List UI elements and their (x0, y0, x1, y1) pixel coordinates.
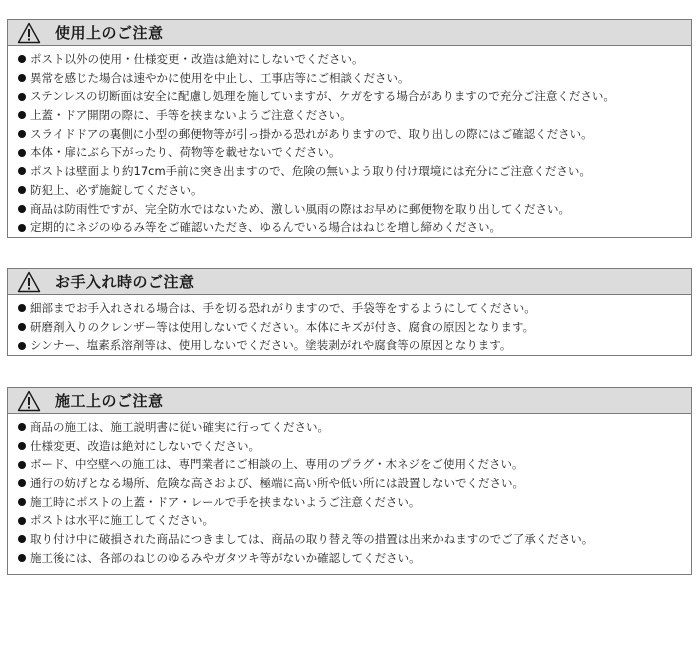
bullet-icon (18, 74, 26, 82)
item-text: ポスト以外の使用・仕様変更・改造は絶対にしないでください。 (30, 52, 364, 66)
warning-triangle-icon (17, 271, 41, 293)
list-item (18, 437, 691, 456)
maintenance-precautions-box (7, 268, 692, 356)
usage-precautions-header (8, 20, 691, 46)
list-item (18, 162, 691, 181)
item-text: 商品の施工は、施工説明書に従い確実に行ってください。 (30, 420, 329, 434)
list-item (18, 299, 691, 318)
bullet-icon (18, 517, 26, 525)
bullet-icon (18, 205, 26, 213)
bullet-icon (18, 111, 26, 119)
list-item (18, 69, 691, 88)
list-item (18, 530, 691, 549)
list-item (18, 143, 691, 162)
list-item (18, 200, 691, 219)
list-item (18, 455, 691, 474)
usage-precautions-box (7, 19, 692, 238)
list-item (18, 50, 691, 69)
installation-precautions-header (8, 388, 691, 414)
bullet-icon (18, 498, 26, 506)
bullet-icon (18, 535, 26, 543)
list-item (18, 106, 691, 125)
installation-precautions-box (7, 387, 692, 575)
bullet-icon (18, 186, 26, 194)
item-text: シンナー、塩素系溶剤等は、使用しないでください。塗装剥がれや腐食等の原因となります。 (30, 338, 512, 353)
bullet-icon (18, 323, 26, 331)
list-item (18, 181, 691, 200)
section-title: お手入れ時のご注意 (55, 273, 195, 291)
list-item (18, 493, 691, 512)
maintenance-precautions-header (8, 269, 691, 295)
section-title: 施工上のご注意 (55, 392, 164, 410)
item-text: ポストは壁面より約17cm手前に突き出ますので、危険の無いよう取り付け環境には充分にご注意ください。 (30, 164, 591, 179)
list-item (18, 511, 691, 530)
item-text: 施工後には、各部のねじのゆるみやガタツキ等がないか確認してください。 (30, 550, 421, 565)
item-text: 異常を感じた場合は速やかに使用を中止し、工事店等にご相談ください。 (30, 70, 410, 85)
list-item (18, 318, 691, 337)
bullet-icon (18, 479, 26, 487)
warning-triangle-icon (17, 390, 41, 412)
item-text: スライドドアの裏側に小型の郵便物等が引っ掛かる恐れがありますので、取り出しの際にはご確認ください。 (30, 126, 593, 141)
item-text: 定期的にネジのゆるみ等をご確認いただき、ゆるんでいる場合はねじを増し締めください。 (30, 220, 502, 235)
item-text: 細部までお手入れされる場合は、手を切る恐れがりますので、手袋等をするようにしてください。 (30, 301, 536, 315)
bullet-icon (18, 304, 26, 312)
item-text: 取り付け中に破損された商品につきましては、商品の取り替え等の措置は出来かねますのでご了承ください。 (30, 532, 594, 547)
bullet-icon (18, 55, 26, 63)
list-item (18, 336, 691, 355)
maintenance-precautions-list (8, 295, 691, 359)
bullet-icon (18, 149, 26, 157)
bullet-icon (18, 342, 26, 350)
list-item (18, 418, 691, 437)
bullet-icon (18, 442, 26, 450)
list-item (18, 125, 691, 144)
usage-precautions-list (8, 46, 691, 241)
bullet-icon (18, 423, 26, 431)
section-title: 使用上のご注意 (55, 24, 164, 42)
item-text: 商品は防雨性ですが、完全防水ではないため、激しい風雨の際はお早めに郵便物を取り出してください。 (30, 201, 571, 216)
bullet-icon (18, 130, 26, 138)
bullet-icon (18, 554, 26, 562)
list-item (18, 87, 691, 106)
item-text: 施工時にポストの上蓋・ドア・レールで手を挟まないようご注意ください。 (30, 494, 421, 509)
bullet-icon (18, 93, 26, 101)
bullet-icon (18, 224, 26, 232)
installation-precautions-list (8, 414, 691, 572)
item-text: ボード、中空壁への施工は、専門業者にご相談の上、専用のプラグ・木ネジをご使用ください。 (30, 457, 524, 472)
item-text: ステンレスの切断面は安全に配慮し処理を施していますが、ケガをする場合がありますので充分ご注意ください。 (30, 89, 615, 104)
bullet-icon (18, 167, 26, 175)
list-item (18, 474, 691, 493)
item-text: 通行の妨げとなる場所、危険な高さおよび、極端に高い所や低い所には設置しないでください。 (30, 476, 525, 491)
item-text: 上蓋・ドア開閉の際に、手等を挟まないようご注意ください。 (30, 108, 352, 123)
item-text: 研磨剤入りのクレンザー等は使用しないでください。本体にキズが付き、腐食の原因となります。 (30, 319, 535, 334)
list-item (18, 549, 691, 568)
bullet-icon (18, 461, 26, 469)
item-text: 本体・扉にぶら下がったり、荷物等を載せないでください。 (30, 145, 341, 160)
list-item (18, 218, 691, 237)
warning-triangle-icon (17, 22, 41, 44)
item-text: 防犯上、必ず施錠してください。 (30, 182, 203, 197)
item-text: 仕様変更、改造は絶対にしないでください。 (30, 438, 260, 453)
item-text: ポストは水平に施工してください。 (30, 513, 214, 528)
